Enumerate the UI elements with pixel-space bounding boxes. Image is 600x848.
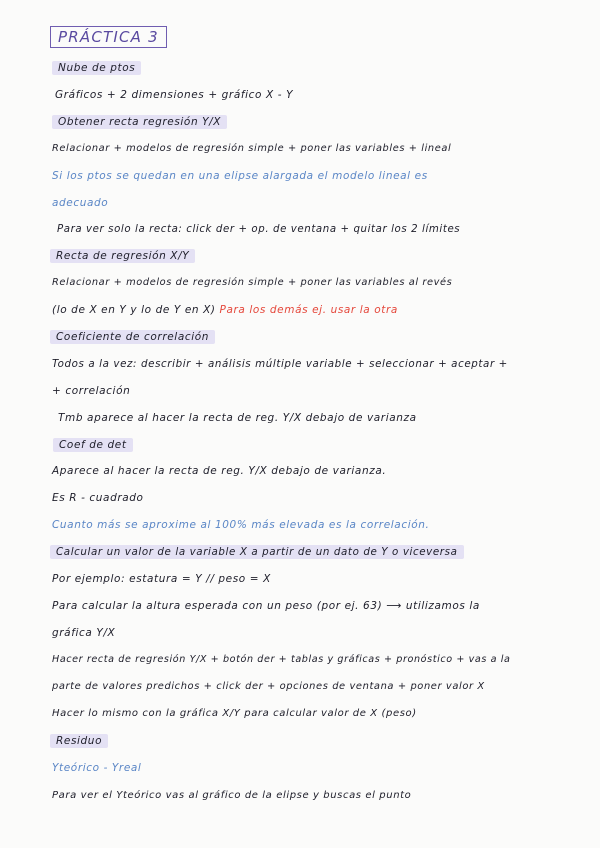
note-line: Si los ptos se quedan en una elipse alargada el modelo lineal es — [52, 170, 428, 182]
text-line: Relacionar + modelos de regresión simple + poner las variables al revés — [52, 277, 453, 288]
arrow-icon: ⟶ — [386, 600, 402, 612]
text-line: Hacer lo mismo con la gráfica X/Y para calcular valor de X (peso) — [52, 708, 417, 719]
text-line: Por ejemplo: estatura = Y // peso = X — [52, 573, 271, 585]
text-line: Para ver el Yteórico vas al gráfico de la elipse y buscas el punto — [52, 790, 412, 801]
heading-residuo: Residuo — [50, 735, 108, 747]
text-line: Para ver solo la recta: click der + op. de ventana + quitar los 2 límites — [57, 224, 461, 235]
note-line: Yteórico - Yreal — [52, 762, 142, 774]
text-line: Hacer recta de regresión Y/X + botón der + tablas y gráficas + pronóstico + vas a la — [52, 654, 511, 665]
text-line: Tmb aparece al hacer la recta de reg. Y/X debajo de varianza — [58, 412, 417, 424]
text-line: gráfica Y/X — [52, 627, 116, 639]
note-line: Cuanto más se aproxime al 100% más elevada es la correlación. — [52, 519, 430, 531]
text-line: Es R - cuadrado — [52, 492, 144, 504]
red-note: Para los demás ej. usar la otra — [219, 304, 398, 316]
text-line: + correlación — [52, 385, 131, 397]
text-line: Gráficos + 2 dimensiones + gráfico X - Y — [55, 89, 294, 101]
text-line: Aparece al hacer la recta de reg. Y/X debajo de varianza. — [52, 465, 387, 477]
note-line: adecuado — [52, 197, 109, 209]
heading-calcular-valor: Calcular un valor de la variable X a partir de un dato de Y o viceversa — [50, 546, 464, 558]
text-line: Relacionar + modelos de regresión simple + poner las variables + lineal — [52, 143, 452, 154]
heading-coef-det: Coef de det — [53, 439, 133, 451]
heading-nube-ptos: Nube de ptos — [52, 62, 141, 74]
page-title: PRÁCTICA 3 — [50, 26, 167, 48]
text-line: Para calcular la altura esperada con un peso (por ej. 63) ⟶ utilizamos la — [52, 600, 480, 612]
text-line: (lo de X en Y y lo de Y en X) Para los demás ej. usar la otra — [52, 304, 398, 316]
heading-coef-correlacion: Coeficiente de correlación — [50, 331, 215, 343]
text-line: parte de valores predichos + click der + opciones de ventana + poner valor X — [52, 681, 485, 692]
text-line: Todos a la vez: describir + análisis múltiple variable + seleccionar + aceptar + — [52, 358, 508, 370]
heading-recta-yx: Obtener recta regresión Y/X — [52, 116, 227, 128]
heading-recta-xy: Recta de regresión X/Y — [50, 250, 195, 262]
